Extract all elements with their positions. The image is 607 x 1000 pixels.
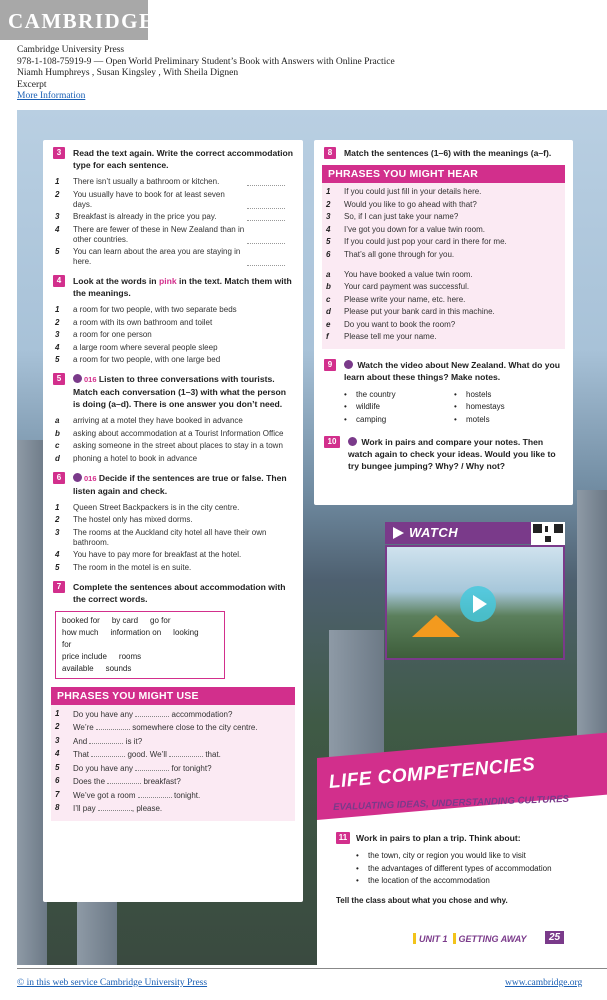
website-link[interactable]: www.cambridge.org bbox=[505, 978, 583, 988]
exercise-number: 8 bbox=[324, 147, 336, 159]
exercise-9-instruction: 9 Watch the video about New Zealand. What do you learn about these things? Make notes. bbox=[322, 359, 565, 383]
item-text: good. We’ll bbox=[125, 750, 170, 759]
word-option: rooms available bbox=[62, 651, 142, 673]
list-item bbox=[51, 749, 295, 760]
bullet-item: • motels bbox=[452, 414, 505, 425]
book-title: 978-1-108-75919-9 — Open World Preliminary Student’s Book with Answers with Online Practice bbox=[17, 56, 395, 67]
item-text: a room for one person bbox=[73, 330, 152, 339]
item-label: b bbox=[326, 282, 331, 291]
item-text: You have booked a value twin room. bbox=[344, 269, 473, 279]
list-item bbox=[51, 441, 295, 451]
item-text: a room for two people, with one large bed bbox=[73, 355, 221, 364]
bullet-item: • the town, city or region you would like to visit bbox=[354, 850, 586, 861]
item-text: Do you have any bbox=[73, 763, 136, 773]
item-text: Does the bbox=[73, 777, 108, 786]
exercise-11-bullets bbox=[336, 850, 586, 886]
item-label: e bbox=[326, 319, 331, 329]
item-label: 5 bbox=[55, 355, 60, 364]
item-text: a room for two people, with two separate beds bbox=[73, 305, 237, 314]
bullet-item: • the location of the accommodation bbox=[354, 875, 586, 886]
blank-field[interactable] bbox=[138, 790, 172, 798]
phrases-you-might-use bbox=[51, 687, 295, 821]
item-label: 4 bbox=[55, 342, 60, 352]
exercise-3-list bbox=[51, 177, 295, 267]
item-text: If you could just pop your card in there for me. bbox=[344, 237, 507, 246]
right-panel bbox=[314, 140, 573, 505]
item-label: 6 bbox=[55, 776, 60, 785]
list-item bbox=[322, 320, 565, 330]
book-meta bbox=[17, 45, 395, 103]
bullet-item: • the country bbox=[342, 389, 452, 400]
exercise-5-instruction: 5 016 Listen to three conversations with tourists. Match each conversation (1–3) with what the person is doing (a–d). There is one answer you don’t need. bbox=[51, 373, 295, 410]
item-label: 2 bbox=[326, 199, 331, 209]
item-label: a bbox=[55, 416, 60, 425]
list-item bbox=[322, 237, 565, 247]
item-label: 4 bbox=[55, 749, 60, 758]
item-label: 5 bbox=[55, 762, 60, 772]
item-text: If you could just fill in your details here. bbox=[344, 187, 482, 196]
item-label: 3 bbox=[55, 735, 60, 745]
item-label: 1 bbox=[55, 177, 60, 186]
item-label: 1 bbox=[55, 305, 60, 314]
item-text: a room with its own bathroom and toilet bbox=[73, 317, 213, 327]
item-label: 4 bbox=[55, 224, 60, 234]
list-item bbox=[51, 776, 295, 787]
item-text: Please put your bank card in this machine. bbox=[344, 307, 495, 316]
item-label: 5 bbox=[326, 237, 331, 246]
item-label: 7 bbox=[55, 789, 60, 799]
word-option: go for bbox=[150, 615, 171, 625]
item-label: 2 bbox=[55, 515, 60, 524]
item-text: for tonight? bbox=[169, 763, 212, 773]
blank-field[interactable] bbox=[135, 763, 169, 771]
list-item bbox=[322, 295, 565, 305]
item-text: accommodation? bbox=[169, 709, 233, 719]
list-item bbox=[51, 212, 295, 222]
item-text: That bbox=[73, 750, 92, 759]
item-label: 1 bbox=[55, 708, 60, 718]
list-item bbox=[322, 250, 565, 260]
unit-label: UNIT 1 GETTING AWAY bbox=[413, 933, 527, 944]
item-label: b bbox=[55, 428, 60, 438]
exercise-8-instruction: 8 Match the sentences (1–6) with the meanings (a–f). bbox=[322, 147, 565, 159]
item-label: f bbox=[326, 332, 329, 341]
answer-line[interactable] bbox=[247, 220, 285, 221]
exercise-number: 3 bbox=[53, 147, 65, 159]
item-label: 8 bbox=[55, 803, 60, 812]
topics-column bbox=[342, 389, 452, 427]
life-competencies-subtitle: EVALUATING IDEAS, UNDERSTANDING CULTURES bbox=[333, 793, 570, 813]
exercise-8-list bbox=[322, 183, 565, 260]
word-option: looking for bbox=[62, 627, 199, 649]
exercise-number: 5 bbox=[53, 373, 65, 385]
blank-field[interactable] bbox=[98, 803, 132, 811]
publisher: Cambridge University Press bbox=[17, 45, 125, 55]
list-item bbox=[51, 330, 295, 340]
exercise-9-topics bbox=[322, 389, 565, 427]
list-item bbox=[51, 503, 295, 513]
item-text: That’s all gone through for you. bbox=[344, 249, 455, 259]
word-option: booked for bbox=[62, 615, 100, 625]
item-text: , please. bbox=[131, 804, 163, 813]
list-item bbox=[322, 270, 565, 280]
item-label: a bbox=[326, 269, 331, 279]
item-text: We’ve got a room bbox=[73, 790, 138, 800]
list-item bbox=[51, 177, 295, 187]
list-item bbox=[51, 736, 295, 747]
footer-divider bbox=[17, 968, 607, 969]
list-item bbox=[51, 528, 295, 548]
item-text: We’re bbox=[73, 723, 96, 732]
exercise-number: 4 bbox=[53, 275, 65, 287]
answer-line[interactable] bbox=[247, 243, 285, 244]
blank-field[interactable] bbox=[91, 749, 125, 757]
life-competencies-title: LIFE COMPETENCIES bbox=[328, 753, 537, 793]
word-option: by card bbox=[111, 615, 139, 625]
answer-line[interactable] bbox=[247, 265, 285, 266]
item-text: The rooms at the Auckland city hotel all have their own bathroom. bbox=[73, 527, 267, 547]
blank-field[interactable] bbox=[107, 776, 141, 784]
bullet-item: • hostels bbox=[452, 389, 505, 400]
exercise-6-instruction: 6 016 Decide if the sentences are true or false. Then listen again and check. bbox=[51, 472, 295, 497]
item-label: d bbox=[55, 453, 60, 463]
answer-line[interactable] bbox=[247, 185, 285, 186]
video-icon[interactable] bbox=[344, 360, 353, 369]
phrases-heading: PHRASES YOU MIGHT HEAR bbox=[322, 165, 565, 183]
item-text: phoning a hotel to book in advance bbox=[73, 453, 198, 463]
exercise-11-instruction: 11 Work in pairs to plan a trip. Think about: bbox=[336, 832, 586, 844]
video-play-button[interactable] bbox=[460, 586, 496, 622]
list-item bbox=[322, 332, 565, 342]
exercise-7-instruction: 7 Complete the sentences about accommodation with the correct words. bbox=[51, 581, 295, 605]
list-item bbox=[51, 318, 295, 328]
list-item bbox=[51, 722, 295, 733]
exercise-number: 7 bbox=[53, 581, 65, 593]
item-label: c bbox=[55, 441, 60, 450]
item-label: 1 bbox=[326, 187, 331, 196]
list-item bbox=[51, 563, 295, 573]
item-label: 5 bbox=[55, 247, 60, 256]
exercise-number: 11 bbox=[336, 832, 350, 844]
video-icon[interactable] bbox=[348, 437, 357, 446]
list-item bbox=[51, 305, 295, 315]
exercise-10-instruction: 10 Work in pairs and compare your notes. Then watch again to check your ideas. Would you like to try bungee jumping? Why? / Why not? bbox=[322, 436, 565, 472]
exercise-4-list bbox=[51, 305, 295, 365]
item-label: 2 bbox=[55, 189, 60, 199]
blank-field[interactable] bbox=[96, 722, 130, 730]
item-text: Do you have any bbox=[73, 709, 136, 719]
item-text: Would you like to go ahead with that? bbox=[344, 199, 477, 209]
list-item bbox=[322, 212, 565, 222]
item-label: 3 bbox=[55, 330, 60, 339]
list-item bbox=[51, 247, 295, 267]
answer-line[interactable] bbox=[247, 208, 285, 209]
item-text: asking about accommodation at a Tourist Information Office bbox=[73, 428, 284, 438]
item-text: that. bbox=[203, 750, 221, 759]
list-item bbox=[51, 225, 295, 245]
bullet-item: • camping bbox=[342, 414, 452, 425]
word-option: information on bbox=[110, 627, 162, 637]
item-text: I’ve got you down for a value twin room. bbox=[344, 224, 485, 234]
item-text: arriving at a motel they have booked in advance bbox=[73, 416, 243, 425]
item-label: 3 bbox=[326, 212, 331, 221]
exercise-6-list bbox=[51, 503, 295, 573]
item-label: 3 bbox=[55, 212, 60, 221]
item-label: d bbox=[326, 307, 331, 316]
list-item bbox=[51, 790, 295, 801]
exercise-4-instruction: 4 Look at the words in pink in the text. Match them with the meanings. bbox=[51, 275, 295, 299]
list-item bbox=[51, 803, 295, 814]
item-label: 2 bbox=[55, 317, 60, 327]
item-text: somewhere close to the city centre. bbox=[129, 723, 258, 732]
phrases-you-might-hear bbox=[322, 165, 565, 349]
word-option: price include bbox=[62, 651, 107, 661]
list-item bbox=[51, 343, 295, 353]
list-item bbox=[322, 225, 565, 235]
blank-field[interactable] bbox=[135, 709, 169, 717]
list-item bbox=[51, 416, 295, 426]
item-text: a large room where several people sleep bbox=[73, 342, 218, 352]
item-text: tonight. bbox=[171, 790, 201, 800]
list-item bbox=[51, 515, 295, 525]
copyright-link[interactable]: © in this web service Cambridge University Press bbox=[17, 978, 208, 988]
item-text: asking someone in the street about places to stay in a town bbox=[73, 441, 283, 450]
item-text: Queen Street Backpackers is in the city centre. bbox=[73, 502, 240, 512]
tent-image bbox=[412, 615, 460, 637]
audio-icon[interactable] bbox=[73, 473, 82, 482]
list-item bbox=[322, 187, 565, 197]
list-item bbox=[322, 307, 565, 317]
bullet-item: • the advantages of different types of accommodation bbox=[354, 863, 586, 874]
exercise-number: 9 bbox=[324, 359, 336, 371]
blank-field[interactable] bbox=[89, 736, 123, 744]
item-text: Your card payment was successful. bbox=[344, 282, 470, 291]
exercise-number: 10 bbox=[324, 436, 340, 448]
brand-logo: CAMBRIDGE bbox=[8, 9, 155, 33]
topics-column bbox=[452, 389, 505, 427]
item-text: You can learn about the area you are staying in here. bbox=[73, 247, 241, 266]
audio-icon[interactable] bbox=[73, 374, 82, 383]
exercise-11-closing: Tell the class about what you chose and why. bbox=[336, 896, 508, 905]
list-item bbox=[51, 190, 295, 210]
item-text: Please tell me your name. bbox=[344, 332, 437, 341]
item-text: The hostel only has mixed dorms. bbox=[73, 515, 193, 524]
item-label: 4 bbox=[326, 224, 331, 234]
page-number: 25 bbox=[545, 931, 564, 944]
exercise-3-instruction: 3 Read the text again. Write the correct accommodation type for each sentence. bbox=[51, 147, 295, 171]
list-item bbox=[51, 454, 295, 464]
item-text: You usually have to book for at least seven days. bbox=[73, 189, 225, 209]
item-text: You have to pay more for breakfast at the hotel. bbox=[73, 550, 242, 559]
item-text: There are fewer of these in New Zealand than in other countries. bbox=[73, 224, 245, 244]
exercise-11 bbox=[336, 832, 586, 905]
item-text: And bbox=[73, 736, 90, 746]
item-text: is it? bbox=[123, 736, 143, 746]
item-label: 3 bbox=[55, 527, 60, 537]
list-item bbox=[51, 550, 295, 560]
play-icon bbox=[393, 527, 404, 539]
left-panel bbox=[43, 140, 303, 902]
item-label: 5 bbox=[55, 562, 60, 572]
authors: Niamh Humphreys , Susan Kingsley , With Sheila Dignen bbox=[17, 68, 239, 78]
doc-type: Excerpt bbox=[17, 79, 47, 90]
word-option: sounds bbox=[105, 663, 132, 673]
item-label: 1 bbox=[55, 502, 60, 512]
item-label: 6 bbox=[326, 249, 331, 259]
list-item bbox=[322, 200, 565, 210]
list-item bbox=[51, 429, 295, 439]
item-text: The room in the motel is en suite. bbox=[73, 562, 192, 572]
exercise-7-list bbox=[51, 705, 295, 815]
more-information-link[interactable]: More Information bbox=[17, 91, 86, 101]
item-text: There isn’t usually a bathroom or kitchen. bbox=[73, 177, 220, 186]
word-box bbox=[55, 611, 225, 679]
exercise-5-list bbox=[51, 416, 295, 464]
item-label: 2 bbox=[55, 722, 60, 731]
exercise-number: 6 bbox=[53, 472, 65, 484]
item-text: Do you want to book the room? bbox=[344, 319, 456, 329]
exercise-8-meanings bbox=[322, 266, 565, 343]
blank-field[interactable] bbox=[169, 749, 203, 757]
item-text: Please write your name, etc. here. bbox=[344, 294, 466, 304]
bullet-item: • wildlife bbox=[342, 401, 452, 412]
item-text: I’ll pay bbox=[73, 804, 98, 813]
watch-banner: WATCH bbox=[385, 522, 565, 544]
item-text: Breakfast is already in the price you pay. bbox=[73, 212, 217, 221]
list-item bbox=[51, 709, 295, 720]
word-option: how much bbox=[62, 627, 99, 637]
list-item bbox=[51, 763, 295, 774]
list-item bbox=[322, 282, 565, 292]
phrases-heading: PHRASES YOU MIGHT USE bbox=[51, 687, 295, 705]
list-item bbox=[51, 355, 295, 365]
item-label: 4 bbox=[55, 550, 60, 559]
item-label: c bbox=[326, 294, 331, 304]
bullet-item: • homestays bbox=[452, 401, 505, 412]
item-text: So, if I can just take your name? bbox=[344, 212, 459, 221]
item-text: breakfast? bbox=[141, 777, 181, 786]
